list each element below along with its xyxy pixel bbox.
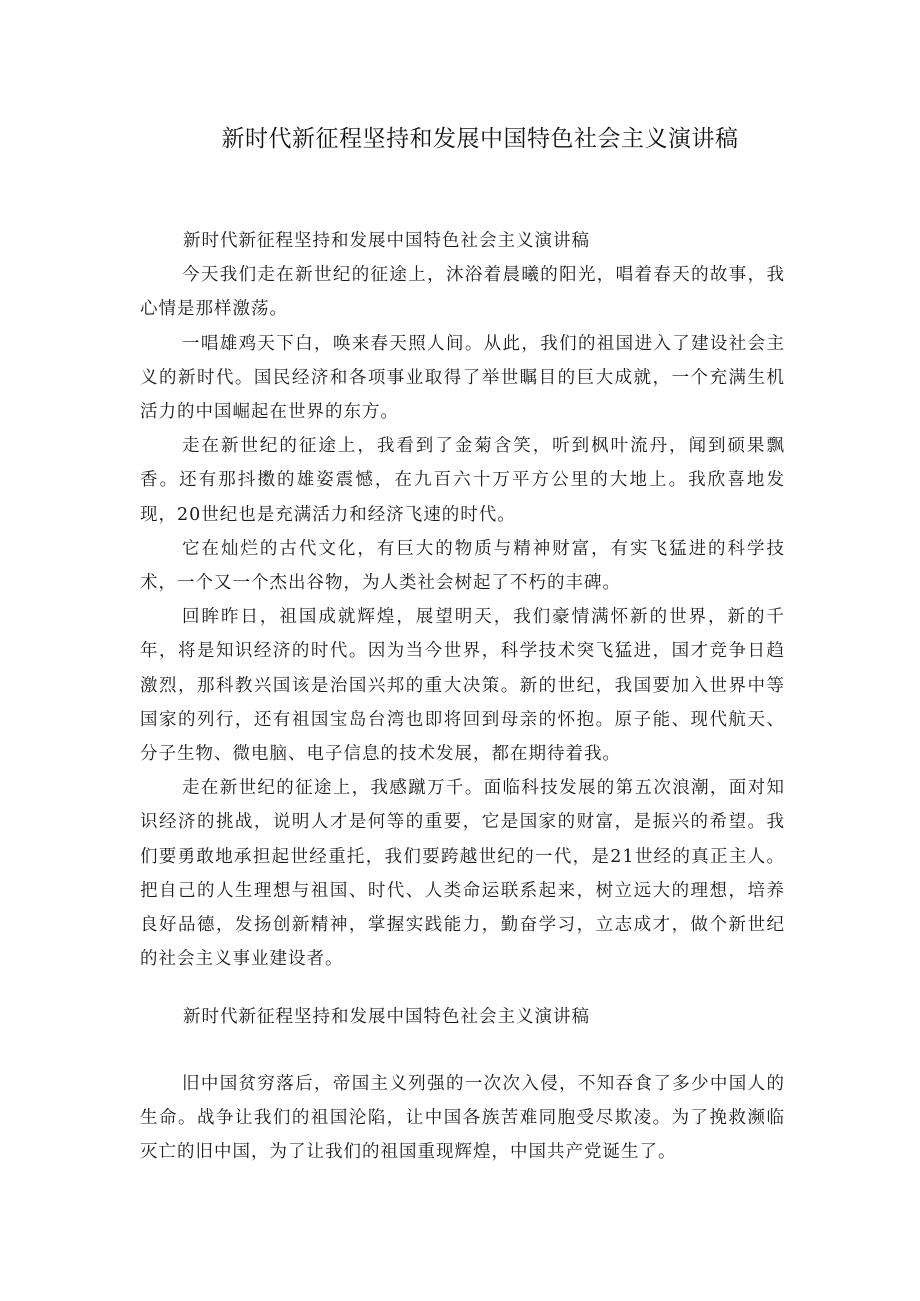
paragraph: 今天我们走在新世纪的征途上，沐浴着晨曦的阳光，唱着春天的故事，我心情是那样激荡。 [140,265,785,320]
paragraph: 旧中国贫穷落后，帝国主义列强的一次次入侵，不知吞食了多少中国人的生命。战争让我们的祖国沦陷，让中国各族苦难同胞受尽欺凌。为了挽救濒临灭亡的旧中国，为了让我们的祖国重现辉煌，中国共产党诞生了。 [140,1073,785,1163]
section-heading: 新时代新征程坚持和发展中国特色社会主义演讲稿 [183,1007,590,1028]
paragraph: 回眸昨日，祖国成就辉煌，展望明天，我们豪情满怀新的世界，新的千年，将是知识经济的时代。因为当今世界，科学技术突飞猛进，国才竞争日趋激烈，那科教兴国该是治国兴邦的重大决策。新的世纪，我国要加入世界中等国家的列行，还有祖国宝岛台湾也即将回到母亲的怀抱。原子能、现代航天、分子生物、微电脑、电子信息的技术发展，都在期待着我。 [140,607,785,765]
paragraph: 一唱雄鸡天下白，唤来春天照人间。从此，我们的祖国进入了建设社会主义的新时代。国民经济和各项事业取得了举世瞩目的巨大成就，一个充满生机活力的中国崛起在世界的东方。 [140,333,785,423]
document-title: 新时代新征程坚持和发展中国特色社会主义演讲稿 [221,126,739,152]
paragraph: 走在新世纪的征途上，我感蹴万千。面临科技发展的第五次浪潮，面对知识经济的挑战，说明人才是何等的重要，它是国家的财富，是振兴的希望。我们要勇敢地承担起世经重托，我们要跨越世纪的一代，是21世经的真正主人。把自己的人生理想与祖国、时代、人类命运联系起来，树立远大的理想，培养良好品德，发扬创新精神，掌握实践能力，勤奋学习，立志成才，做个新世纪的社会主义事业建设者。 [140,778,785,970]
spacer [140,976,785,1000]
section-heading: 新时代新征程坚持和发展中国特色社会主义演讲稿 [183,231,590,251]
paragraph: 走在新世纪的征途上，我看到了金菊含笑，听到枫叶流丹，闻到硕果飘香。还有那抖擞的雄姿震憾，在九百六十万平方公里的大地上。我欣喜地发现，20世纪也是充满活力和经济飞速的时代。 [140,436,785,525]
spacer [140,1035,785,1067]
document-body [140,224,785,1169]
paragraph: 它在灿烂的古代文化，有巨大的物质与精神财富，有实飞猛进的科学技术，一个又一个杰出谷物，为人类社会树起了不朽的丰碑。 [140,538,785,594]
